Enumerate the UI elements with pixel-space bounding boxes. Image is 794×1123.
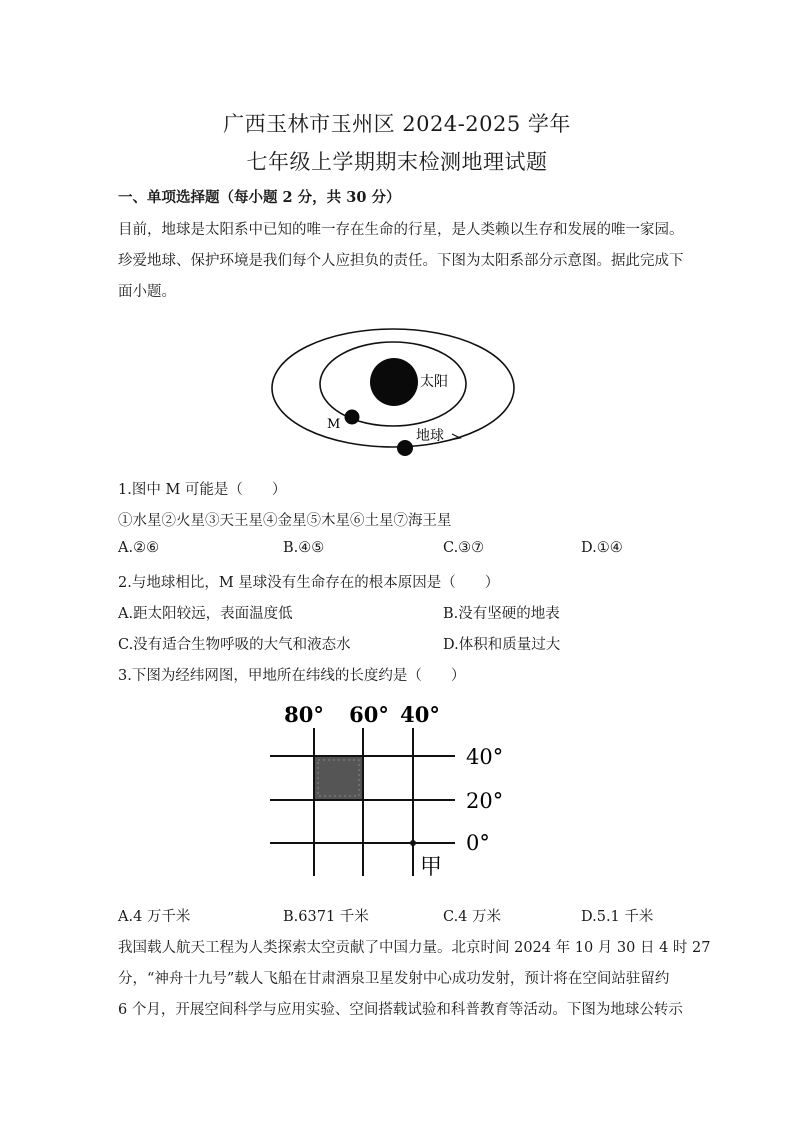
solar-system-diagram (270, 318, 530, 468)
q2-option-a[interactable]: A.距太阳较远，表面温度低 (118, 606, 293, 622)
intro-line-1: 目前，地球是太阳系中已知的唯一存在生命的行星，是人类赖以生存和发展的唯一家园。 (118, 222, 684, 238)
q3-option-d[interactable]: D.5.1 千米 (581, 909, 654, 925)
q2-option-c[interactable]: C.没有适合生物呼吸的大气和液态水 (118, 637, 351, 653)
lon-label-80: 80° (284, 702, 324, 727)
lat-lon-grid-diagram (270, 696, 520, 886)
planet-earth (397, 440, 413, 456)
section-heading: 一、单项选择题（每小题 2 分，共 30 分） (118, 189, 401, 206)
earth-label: 地球 (416, 428, 444, 444)
q2-option-b[interactable]: B.没有坚硬的地表 (443, 606, 560, 622)
q3-option-c[interactable]: C.4 万米 (443, 909, 502, 925)
jia-region-shaded (314, 756, 363, 800)
orbit-direction-arrow (450, 434, 460, 440)
q2-option-d[interactable]: D.体积和质量过大 (443, 637, 561, 653)
planet-m (345, 410, 360, 425)
q1-option-d[interactable]: D.①④ (581, 540, 623, 556)
q2-stem: 2.与地球相比，M 星球没有生命存在的根本原因是（ ） (118, 575, 500, 591)
q3-stem: 3.下图为经纬网图，甲地所在纬线的长度约是（ ） (118, 668, 466, 684)
lon-label-40: 40° (400, 702, 440, 727)
q1-stem: 1.图中 M 可能是（ ） (118, 482, 287, 498)
lon-label-60: 60° (349, 702, 389, 727)
lat-label-40: 40° (466, 745, 504, 769)
lat-label-20: 20° (466, 789, 504, 813)
passage2-line-3: 6 个月，开展空间科学与应用实验、空间搭载试验和科普教育等活动。下图为地球公转示 (118, 1002, 683, 1018)
q1-option-c[interactable]: C.③⑦ (443, 540, 485, 556)
exam-title-line1: 广西玉林市玉州区 2024-2025 学年 (223, 112, 571, 136)
point-jia-label: 甲 (420, 855, 443, 880)
q1-option-a[interactable]: A.②⑥ (118, 540, 160, 556)
q3-option-a[interactable]: A.4 万千米 (118, 909, 191, 925)
intro-line-3: 面小题。 (118, 284, 176, 300)
point-jia (410, 840, 416, 846)
sun-label: 太阳 (420, 374, 448, 390)
lat-label-0: 0° (466, 831, 490, 855)
passage2-line-2: 分，“神舟十九号”载人飞船在甘肃酒泉卫星发射中心成功发射，预计将在空间站驻留约 (118, 971, 670, 987)
q1-choices: ①水星②火星③天王星④金星⑤木星⑥土星⑦海王星 (118, 513, 452, 529)
q3-option-b[interactable]: B.6371 千米 (283, 909, 369, 925)
intro-line-2: 珍爱地球、保护环境是我们每个人应担负的责任。下图为太阳系部分示意图。据此完成下 (118, 253, 684, 269)
sun-disc (370, 358, 418, 406)
exam-title-line2: 七年级上学期期末检测地理试题 (246, 150, 548, 174)
planet-m-label: M (327, 417, 341, 432)
q1-option-b[interactable]: B.④⑤ (283, 540, 325, 556)
passage2-line-1: 我国载人航天工程为人类探索太空贡献了中国力量。北京时间 2024 年 10 月 30 日 4 时 27 (118, 940, 711, 956)
